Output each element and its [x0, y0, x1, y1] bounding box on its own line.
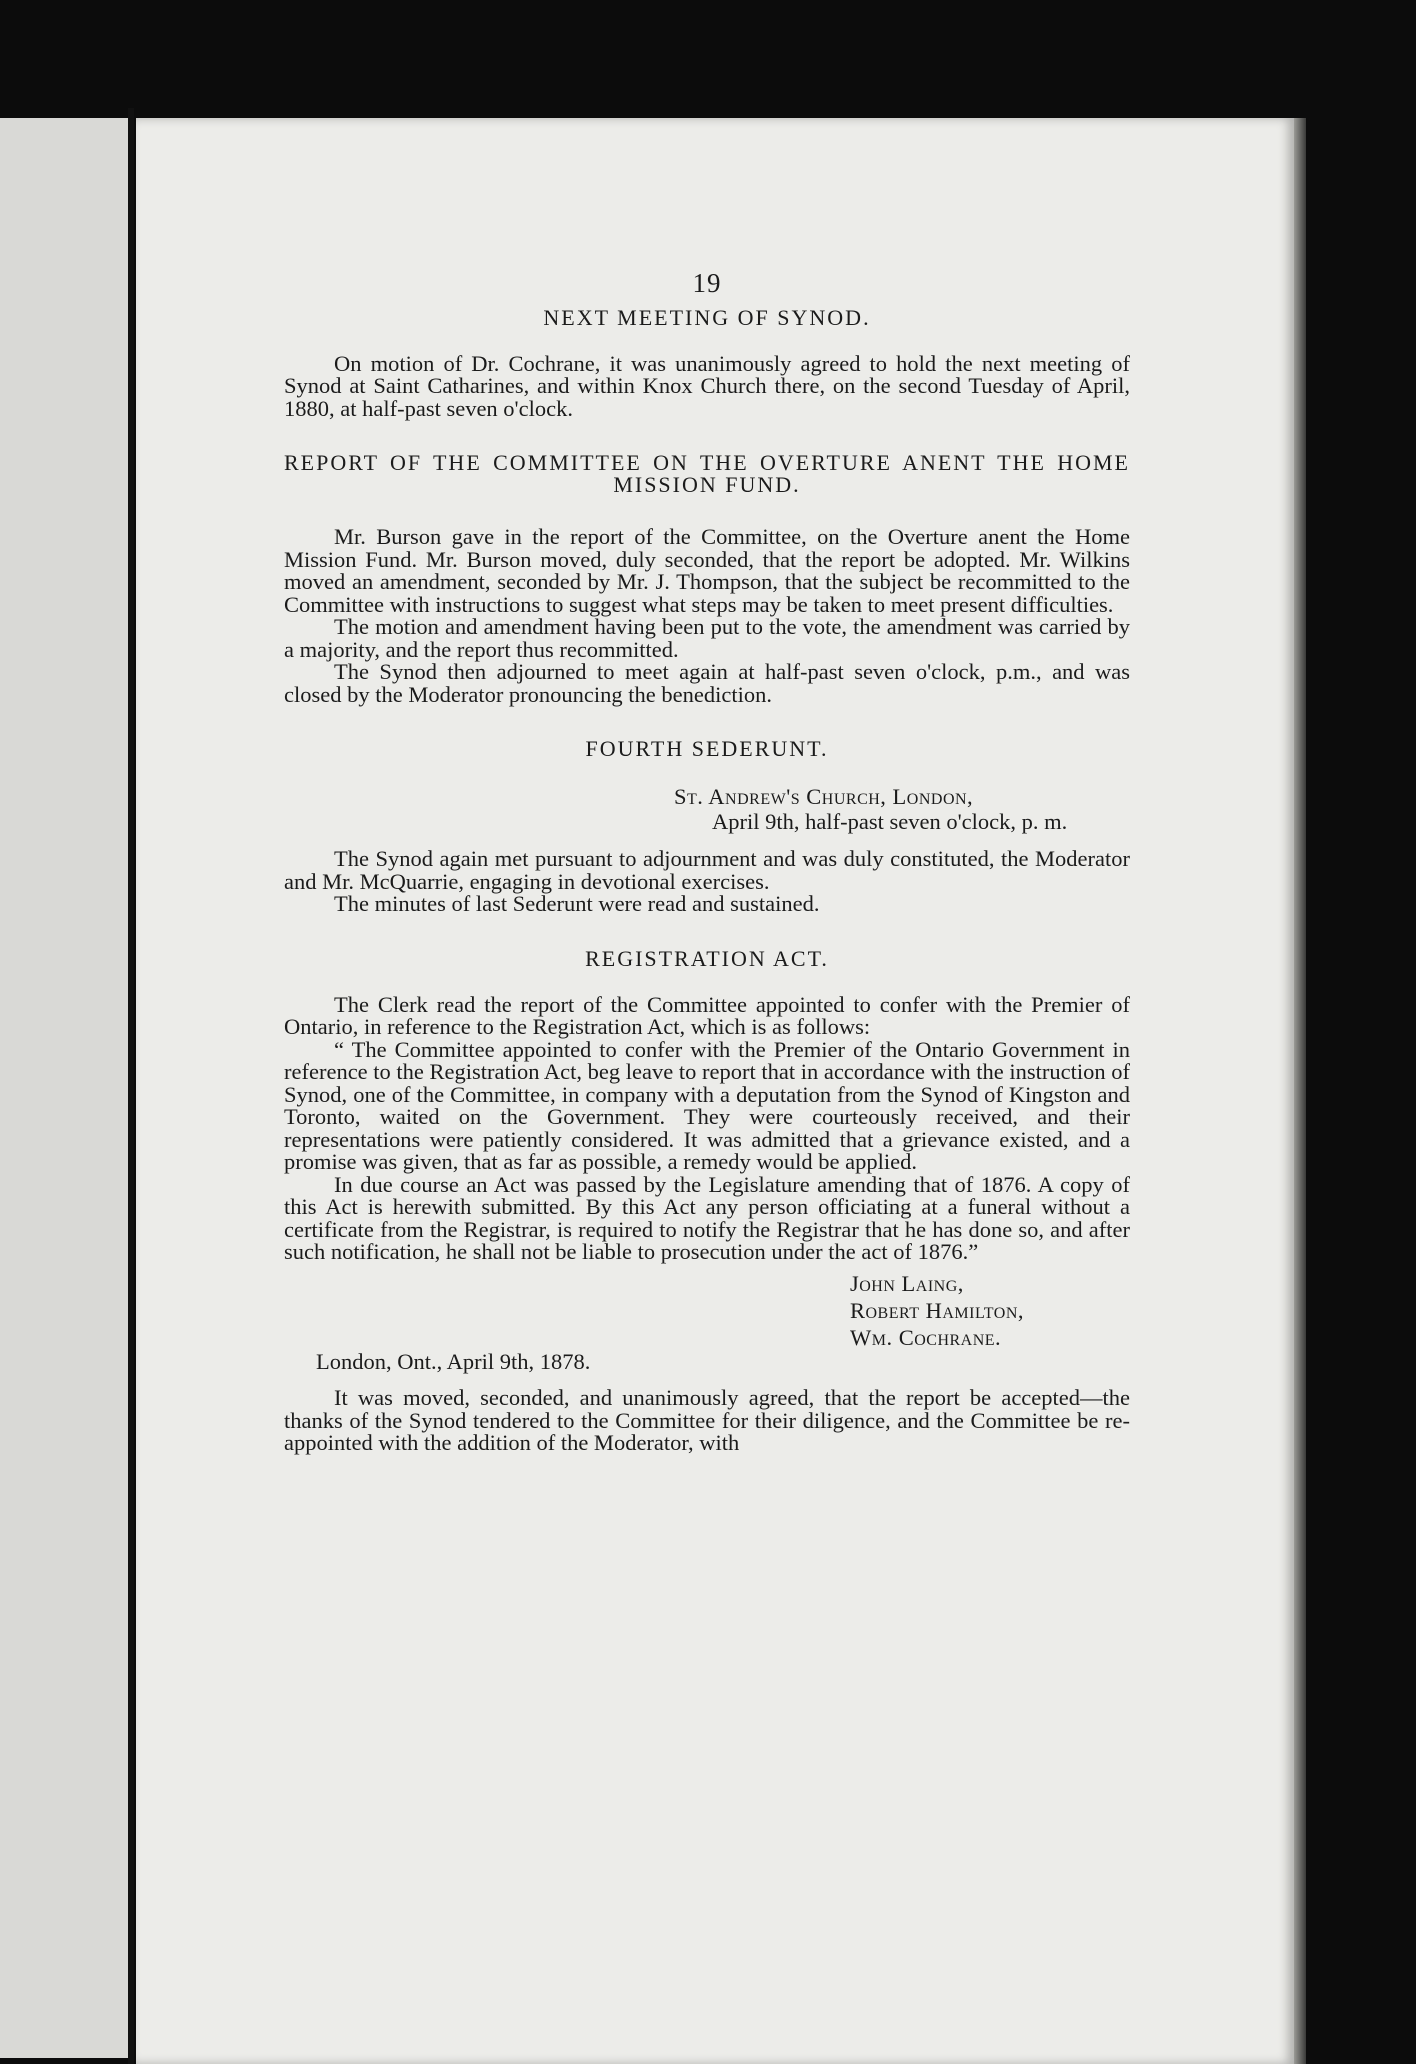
- signer-name: Robert Hamilton,: [850, 1297, 1024, 1323]
- dateline-text: London, Ont., April 9th, 1878.: [316, 1348, 591, 1374]
- signer-name: John Laing,: [850, 1270, 964, 1296]
- paragraph: It was moved, seconded, and unanimously agreed, that the report be accepted—the thanks of the Synod tendered to the Committee for their diligence, and the Committee be re-appointed with the addition of the Moderator, with: [284, 1385, 1130, 1455]
- sederunt-date: April 9th, half-past seven o'clock, p. m.: [712, 809, 1068, 834]
- paragraph: In due course an Act was passed by the Legislature amending that of 1876. A copy of this Act is herewith submitted. By this Act any person officiating at a funeral without a certificate from the Registrar, is required to notify the Registrar that he has done so, and after such notification, he shall not be liable to prosecution under the act of 1876.”: [284, 1171, 1130, 1264]
- signatories: [850, 1270, 1130, 1351]
- heading-registration-act: REGISTRATION ACT.: [585, 945, 829, 971]
- heading-fourth-sederunt: FOURTH SEDERUNT.: [585, 736, 829, 761]
- book-gutter: [128, 108, 134, 2064]
- paragraph: The minutes of last Sederunt were read and sustained.: [334, 891, 820, 916]
- paragraph: On motion of Dr. Cochrane, it was unanimously agreed to hold the next meeting of Synod at Saint Catharines, and within Knox Church there, on the second Tuesday of April, 1880, at half-past seven o'clock.: [284, 350, 1130, 421]
- heading-committee-report: REPORT OF THE COMMITTEE ON THE OVERTURE ANENT THE HOME MISSION FUND.: [284, 450, 1130, 497]
- page-number: 19: [692, 268, 722, 298]
- paragraph: “ The Committee appointed to confer with the Premier of the Ontario Government in reference to the Registration Act, beg leave to report that in accordance with the instruction of Synod, one of the Committee, in company with a deputation from the Synod of Kingston and Toronto, waited on the Government. They were courteously received, and their representations were patiently considered. It was admitted that a grievance existed, and a promise was given, that as far as possible, a remedy would be applied.: [284, 1036, 1130, 1174]
- paragraph: The motion and amendment having been put to the vote, the amendment was carried by a majority, and the report thus recommitted.: [284, 614, 1130, 662]
- sederunt-place-date: [674, 784, 1130, 834]
- paragraph: The Synod again met pursuant to adjournment and was duly constituted, the Moderator and Mr. McQuarrie, engaging in devotional exercises.: [284, 846, 1130, 894]
- paragraph: The Synod then adjourned to meet again at half-past seven o'clock, p.m., and was closed by the Moderator pronouncing the benediction.: [284, 659, 1130, 707]
- heading-next-meeting: NEXT MEETING OF SYNOD.: [543, 304, 871, 330]
- report-dateline: [316, 1348, 1130, 1374]
- paragraph: The Clerk read the report of the Committee appointed to confer with the Premier of Ontario, in reference to the Registration Act, which is as follows:: [284, 991, 1130, 1039]
- paragraph: Mr. Burson gave in the report of the Committee, on the Overture anent the Home Mission Fund. Mr. Burson moved, duly seconded, that the report be adopted. Mr. Wilkins moved an amendment, seconded by Mr. J. Thompson, that the subject be recommitted to the Committee with instructions to suggest what steps may be taken to meet present difficulties.: [284, 524, 1130, 617]
- signer-name: Wm. Cochrane.: [850, 1324, 1002, 1350]
- facing-page-edge: [0, 118, 134, 2058]
- page-edge-shadow: [1294, 118, 1306, 2064]
- page-content: [284, 268, 1130, 1455]
- sederunt-place: St. Andrew's Church, London,: [674, 784, 974, 809]
